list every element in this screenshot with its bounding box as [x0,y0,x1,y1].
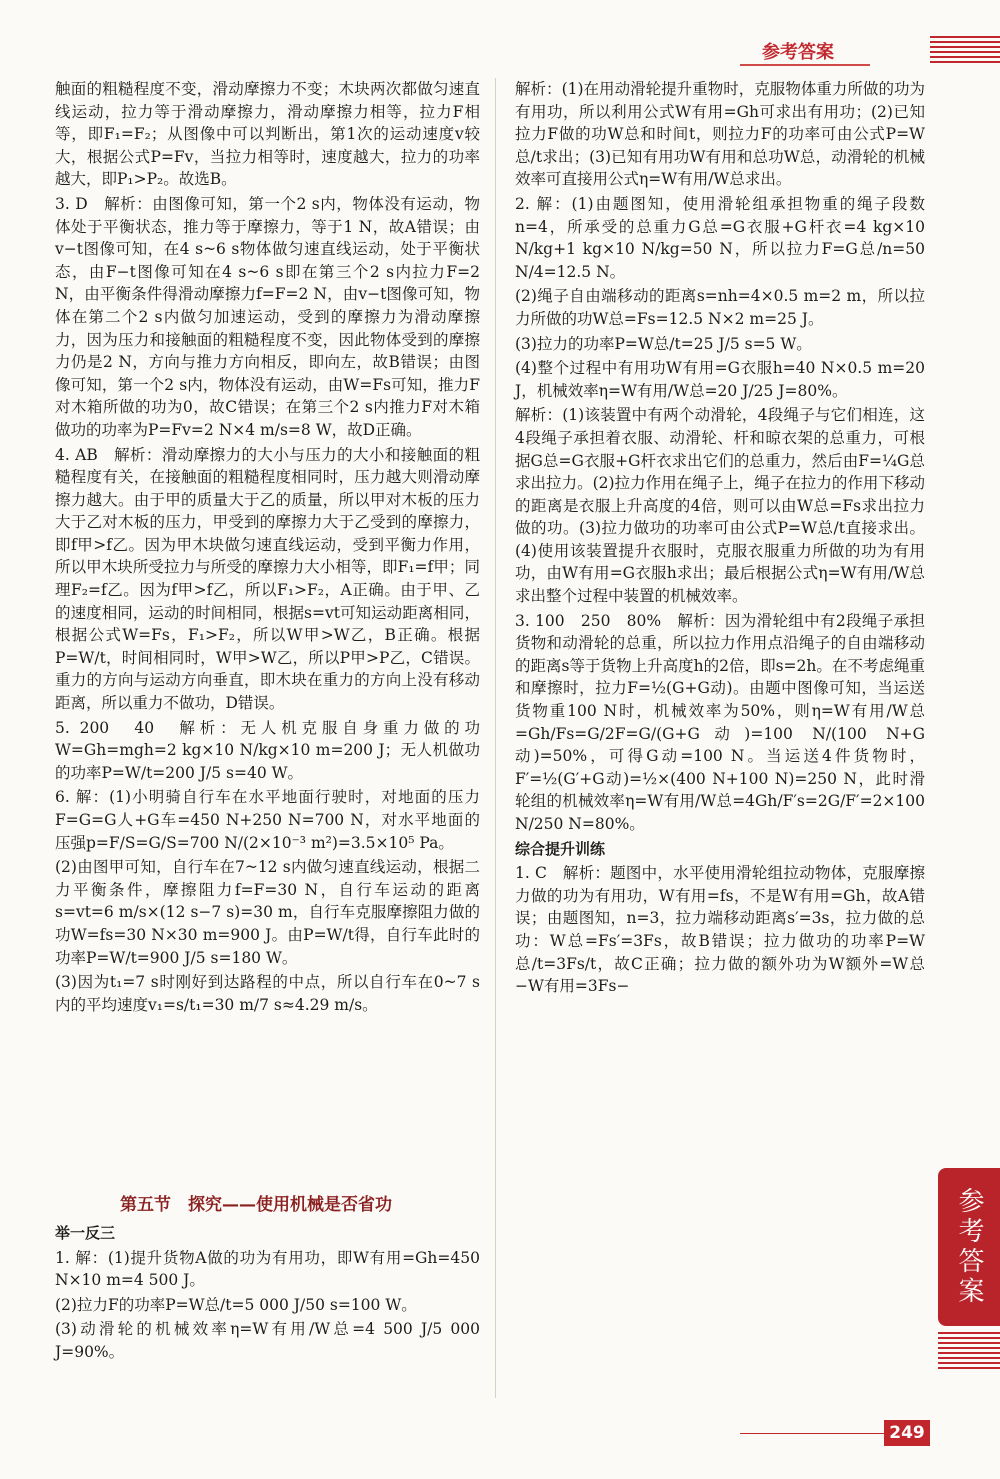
paragraph: (3)拉力的功率P=W总/t=25 J/5 s=5 W。 [515,334,812,353]
subhead-practice: 举一反三 [55,1224,116,1242]
paragraph: 触面的粗糙程度不变，滑动摩擦力不变；木块两次都做匀速直线运动，拉力等于滑动摩擦力，滑动摩擦力相等，拉力F相等，即F₁=F₂；从图像中可以判断出，第1次的运动速度v较大，根据公式P=Fv，当拉力相等时，速度越大，拉力的功率越大，即P₁>P₂。故选B。 [55,80,480,189]
side-tab-answers: 参考答案 [938,1168,1000,1326]
subhead-comprehensive: 综合提升训练 [515,839,606,858]
paragraph: (2)由图甲可知，自行车在7~12 s内做匀速直线运动，根据二力平衡条件，摩擦阻力f=F=30 N，自行车运动的距离s=vt=6 m/s×(12 s−7 s)=30 m，自行车克服摩擦阻力做的功W=fs=30 N×30 m=900 J。由P=W/t得，自行车此时的功率P=W/t=900 J/5 s=180 W。 [55,858,480,967]
header-rule [740,64,870,66]
page-number: 249 [884,1420,930,1446]
paragraph: (2)拉力F的功率P=W总/t=5 000 J/50 s=100 W。 [55,1295,417,1314]
paragraph: (3)因为t₁=7 s时刚好到达路程的中点，所以自行车在0~7 s内的平均速度v₁=s/t₁=30 m/7 s≈4.29 m/s。 [55,973,480,1014]
paragraph: 5. 200 40 解析：无人机克服自身重力做的功W=Gh=mgh=2 kg×10 N/kg×10 m=200 J；无人机做功的功率P=W/t=200 J/5 s=40 W。 [55,718,480,782]
column-divider [495,78,496,1398]
page-header [0,0,1000,78]
left-bottom-column [55,1222,485,1366]
paragraph: 1. C 解析：题图中，水平使用滑轮组拉动物体，克服摩擦力做的功为有用功，W有用=fs，不是W有用=Gh，故A错误；由题图知，n=3，拉力端移动距离s′=3s，拉力做的总功：W总=Fs′=3Fs，故B错误；拉力做功的功率P=W总/t=3Fs/t，故C正确；拉力做的额外功为W额外=W总−W有用=3Fs− [515,864,925,996]
section-title: 第五节 探究——使用机械是否省功 [120,1195,392,1215]
left-column [55,78,485,1018]
page-rule [740,1433,884,1434]
paragraph: 解析：(1)该装置中有两个动滑轮，4段绳子与它们相连，这4段绳子承担着衣服、动滑轮、杆和晾衣架的总重力，可根据G总=G衣服+G杆衣求出它们的总重力，然后由F=¼G总求出拉力。(2)拉力作用在绳子上，绳子在拉力的作用下移动的距离是衣服上升高度的4倍，则可以由W总=Fs求出拉力做的功。(3)拉力做功的功率可由公式P=W总/t直接求出。(4)使用该装置提升衣服时，克服衣服重力所做的功为有用功，由W有用=G衣服h求出；最后根据公式η=W有用/W总求出整个过程中装置的机械效率。 [515,406,925,606]
side-decoration [938,1332,1000,1372]
paragraph: (4)整个过程中有用功W有用=G衣服h=40 N×0.5 m=20 J，机械效率η=W有用/W总=20 J/25 J=80%。 [515,359,930,400]
paragraph: 3. 100 250 80% 解析：因为滑轮组中有2段绳子承担货物和动滑轮的总重，所以拉力作用点沿绳子的自由端移动的距离s等于货物上升高度h的2倍，即s=2h。在不考虑绳重和摩擦时，拉力F=½(G+G动)。由题中图像可知，当运送货物重100 N时，机械效率为50%，则η=W有用/W总=Gh/Fs=G/2F=G/(G+G动)=100 N/(100 N+G动)=50%，可得G动=100 N。当运送4件货物时，F′=½(G′+G动)=½×(400 N+100 N)=250 N，此时滑轮组的机械效率η=W有用/W总=4Gh/F′s=2G/F′=2×100 N/250 N=80%。 [515,611,930,833]
paragraph: (2)绳子自由端移动的距离s=nh=4×0.5 m=2 m，所以拉力所做的功W总=Fs=12.5 N×2 m=25 J。 [515,287,925,328]
paragraph: 3. D 解析：由图像可知，第一个2 s内，物体没有运动，物体处于平衡状态，推力等于摩擦力，等于1 N，故A错误；由v−t图像可知，在4 s~6 s物体做匀速直线运动，处于平衡状态，由F−t图像可知在4 s~6 s即在第三个2 s内拉力F=2 N，由平衡条件得滑动摩擦力f=F=2 N，由v−t图像可知，物体在第二个2 s内做匀加速运动，受到的摩擦力为滑动摩擦力，因为压力和接触面的粗糙程度不变，因此物体受到的摩擦力仍是2 N，方向与推力方向相反，即向左，故B错误；由图像可知，第一个2 s内，物体没有运动，由W=Fs可知，推力F对木箱所做的功为0，故C错误；在第三个2 s内推力F对木箱做功的功率为P=Fv=2 N×4 m/s=8 W，故D正确。 [55,194,485,439]
paragraph: 6. 解：(1)小明骑自行车在水平地面行驶时，对地面的压力F=G=G人+G车=450 N+250 N=700 N，对水平地面的压强p=F/S=G/S=700 N/(2×10⁻³ m²)=3.5×10⁵ Pa。 [55,788,480,852]
paragraph: 解析：(1)在用动滑轮提升重物时，克服物体重力所做的功为有用功，所以利用公式W有用=Gh可求出有用功；(2)已知拉力F做的功W总和时间t，则拉力F的功率可由公式P=W总/t求出；(3)已知有用功W有用和总功W总，动滑轮的机械效率可直接用公式η=W有用/W总求出。 [515,80,925,189]
header-decoration [930,36,1000,66]
paragraph: 2. 解：(1)由题图知，使用滑轮组承担物重的绳子段数n=4，所承受的总重力G总=G衣服+G杆衣=4 kg×10 N/kg+1 kg×10 N/kg=50 N，所以拉力F=G总/n=50 N/4=12.5 N。 [515,194,930,281]
paragraph: (3)动滑轮的机械效率η=W有用/W总=4 500 J/5 000 J=90%。 [55,1320,485,1361]
right-column [515,78,930,1000]
paragraph: 1. 解：(1)提升货物A做的功为有用功，即W有用=Gh=450 N×10 m=4 500 J。 [55,1248,485,1290]
paragraph: 4. AB 解析：滑动摩擦力的大小与压力的大小和接触面的粗糙程度有关，在接触面的粗糙程度相同时，压力越大则滑动摩擦力越大。由于甲的质量大于乙的质量，所以甲对木板的压力大于乙对木板的压力，甲受到的摩擦力大于乙受到的摩擦力，即f甲>f乙。因为甲木块做匀速直线运动，受到平衡力作用，所以甲木块所受拉力与所受的摩擦力大小相等，即F₁=f甲；同理F₂=f乙。因为f甲>f乙，所以F₁>F₂，A正确。由于甲、乙的速度相同，运动的时间相同，根据s=vt可知运动距离相同，根据公式W=Fs，F₁>F₂，所以W甲>W乙，B正确。根据P=W/t，时间相同时，W甲>W乙，所以P甲>P乙，C错误。重力的方向与运动方向垂直，即木块在重力的方向上没有移动距离，所以重力不做功，D错误。 [55,445,480,713]
header-label: 参考答案 [762,42,834,63]
